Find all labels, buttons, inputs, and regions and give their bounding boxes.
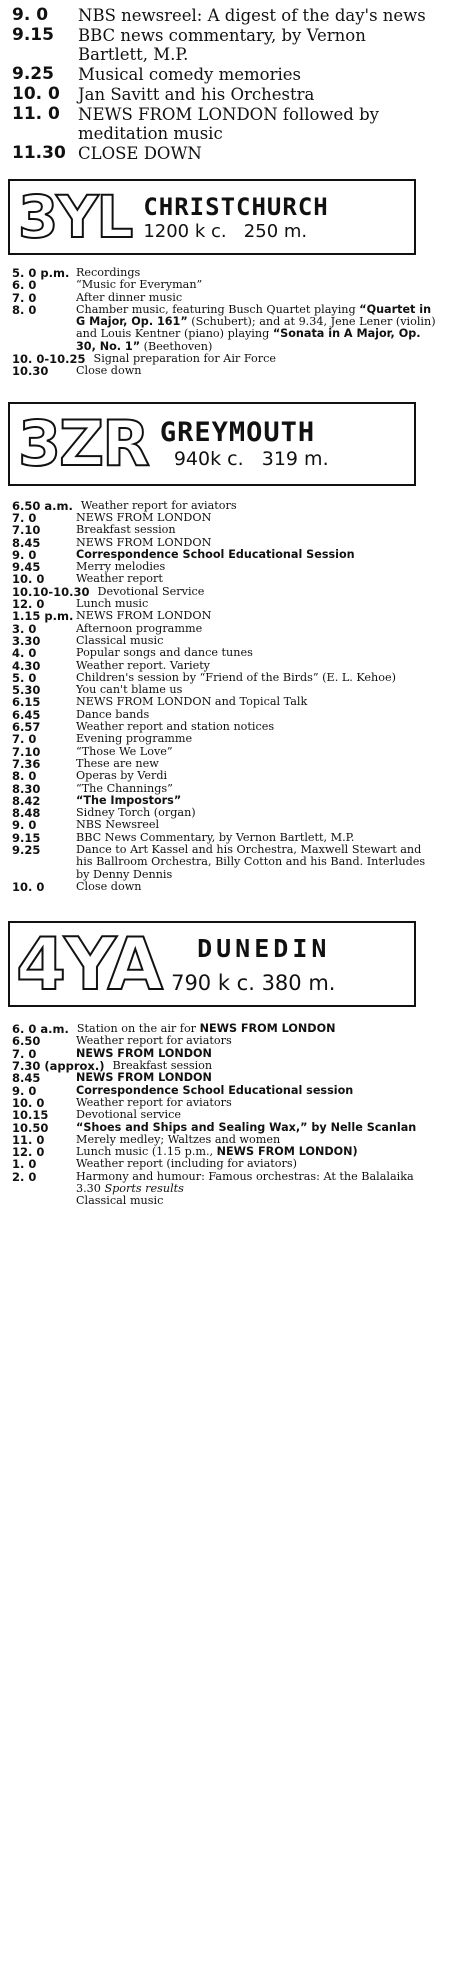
station-name: CHRISTCHURCH [143, 192, 329, 221]
evening-listings [12, 6, 436, 163]
list-item: 10. 0 Weather report for aviators [12, 1095, 232, 1110]
list-item: 8. 0 Operas by Verdi [12, 769, 168, 784]
list-item: 5. 0 p.m. Recordings [12, 266, 141, 280]
station-banner-3zr [8, 402, 416, 486]
list-item: 9. 0 NBS newsreel: A digest of the day's news [12, 5, 426, 25]
list-item: 5.30 You can't blame us [12, 683, 183, 698]
list-item: 9. 0 Correspondence School Educational session [12, 1083, 354, 1098]
list-item: 7.30 (approx.) Breakfast session [12, 1059, 213, 1074]
station-frequency: 940k c. 319 m. [173, 448, 329, 471]
list-item: 6.45 Dance bands [12, 707, 150, 722]
station-banner-4ya [8, 921, 416, 1007]
list-item: 10.15 Devotional service [12, 1108, 181, 1123]
list-item: 7.36 These are new [12, 756, 159, 771]
list-item: 10. 0 Jan Savitt and his Orchestra [12, 84, 315, 104]
list-item: 7. 0 NEWS FROM LONDON [12, 1046, 212, 1061]
list-item: 11. 0 Merely medley; Waltzes and women [12, 1132, 281, 1147]
list-item: 1.15 p.m. NEWS FROM LONDON [12, 609, 212, 624]
list-item: 3. 0 Afternoon programme [12, 621, 203, 636]
station-4ya-listings [12, 1023, 436, 1207]
station-frequency: 1200 k c. 250 m. [143, 220, 308, 242]
station-3zr-listings [12, 500, 436, 894]
list-item: 8.48 Sidney Torch (organ) [12, 806, 196, 821]
station-name: DUNEDIN [197, 933, 331, 963]
list-item: 10. 0-10.25 Signal preparation for Air Force [12, 352, 276, 367]
list-item: 9.25 Musical comedy memories [12, 64, 301, 84]
list-item: 8.42 “The Impostors” [12, 793, 182, 808]
list-item: 7. 0 NEWS FROM LONDON [12, 510, 212, 525]
list-item: 10.30 Close down [12, 364, 142, 379]
station-callsign: 4YA [16, 922, 162, 1007]
list-item: 6.57 Weather report and station notices [12, 720, 275, 735]
list-item: 8.45 NEWS FROM LONDON [12, 535, 212, 550]
list-item: 1. 0 Weather report (including for aviators) [12, 1157, 297, 1172]
list-item: 12. 0 Lunch music [12, 597, 149, 612]
list-item: 10.10-10.30 Devotional Service [12, 584, 205, 599]
list-item: 6.50 a.m. Weather report for aviators [12, 498, 237, 513]
list-item: Classical music [76, 1194, 164, 1208]
station-name: GREYMOUTH [159, 417, 316, 449]
station-frequency: 790 k c. 380 m. [171, 970, 336, 995]
list-item: 4. 0 Popular songs and dance tunes [12, 646, 253, 661]
list-item: 6.15 NEWS FROM LONDON and Topical Talk [12, 695, 308, 710]
list-item: 9. 0 NBS Newsreel [12, 818, 160, 833]
list-item: 10. 0 Weather report [12, 572, 163, 587]
list-item: 6. 0 a.m. Station on the air for NEWS FROM LONDON [12, 1022, 336, 1037]
list-item: 2. 0 Harmony and humour: Famous orchestras: At the Balalaika [12, 1169, 414, 1184]
list-item: 7. 0 Evening programme [12, 732, 193, 747]
list-item: 7. 0 After dinner music [12, 290, 183, 305]
list-item: 9.15 BBC news commentary, by Vernon Bartlett, M.P. [12, 25, 366, 64]
list-item: 8. 0 Chamber music, featuring Busch Quartet playing “Quartet in G Major, Op. 161” (Schubert); and at 9.34, Jene Lener (violin) and Louis Kentner (piano) playing “Sonata in A Major, Op. 30, No. 1” (Beethoven) [12, 302, 436, 353]
list-item: 8.30 “The Channings” [12, 781, 173, 796]
programme-page [12, 6, 436, 1208]
list-item: 3.30 Sports results [76, 1182, 184, 1196]
list-item: 9.25 Dance to Art Kassel and his Orchestra, Maxwell Stewart and his Ballroom Orchestra, Billy Cotton and his Band. Interludes by Denny Dennis [12, 842, 426, 881]
station-callsign: 3ZR [18, 406, 148, 480]
list-item: 6.50 Weather report for aviators [12, 1034, 232, 1049]
list-item: 7.10 “Those We Love” [12, 744, 173, 759]
list-item: 10.50 “Shoes and Ships and Sealing Wax,” by Nelle Scanlan [12, 1120, 417, 1135]
list-item: 3.30 Classical music [12, 633, 164, 648]
station-banner-3yl [8, 179, 416, 255]
list-item: 11.30 CLOSE DOWN [12, 143, 202, 163]
list-item: 9.15 BBC News Commentary, by Vernon Bartlett, M.P. [12, 830, 355, 845]
list-item: 7.10 Breakfast session [12, 523, 176, 538]
list-item: 8.45 NEWS FROM LONDON [12, 1071, 212, 1086]
list-item: 12. 0 Lunch music (1.15 p.m., NEWS FROM LONDON) [12, 1145, 358, 1160]
list-item: 9. 0 Correspondence School Educational Session [12, 547, 355, 562]
list-item: 10. 0 Close down [12, 879, 142, 894]
list-item: 9.45 Merry melodies [12, 560, 166, 575]
list-item: 5. 0 Children's session by “Friend of the Birds” (E. L. Kehoe) [12, 670, 396, 685]
list-item: 11. 0 NEWS FROM LONDON followed by meditation music [12, 104, 379, 143]
station-callsign: 3YL [18, 183, 132, 251]
list-item: 4.30 Weather report. Variety [12, 658, 211, 673]
station-3yl-listings [12, 267, 436, 378]
list-item: 6. 0 “Music for Everyman” [12, 278, 203, 293]
